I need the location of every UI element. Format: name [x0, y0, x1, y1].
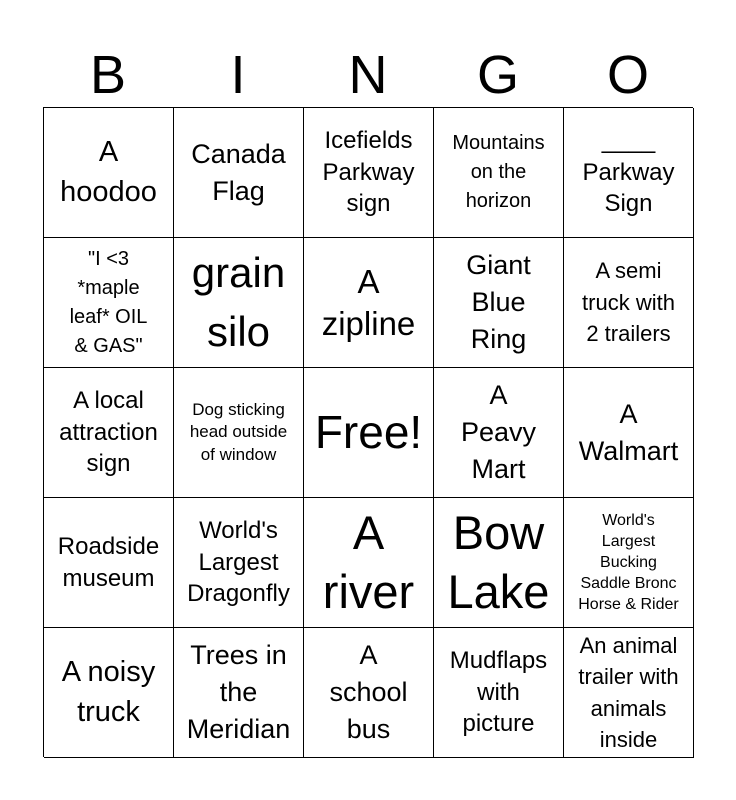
cell-text: A semi truck with 2 trailers	[582, 258, 675, 347]
bingo-cell[interactable]	[564, 628, 694, 758]
header-letter-g: G	[476, 45, 519, 105]
free-space-text: Free!	[314, 405, 423, 458]
bingo-cell[interactable]	[434, 498, 564, 628]
header-letter-i: I	[230, 45, 246, 105]
bingo-cell[interactable]	[304, 628, 434, 758]
bingo-cell[interactable]	[434, 368, 564, 498]
cell-text: Mudflaps with picture	[449, 646, 548, 738]
cell-text: Trees in the Meridian	[186, 640, 291, 744]
cell-text: Giant Blue Ring	[466, 250, 531, 354]
cell-text: World's Largest Dragonfly	[187, 516, 290, 608]
cell-text: Canada Flag	[191, 138, 286, 206]
cell-text: World's Largest Bucking Saddle Bronc Horse & Rider	[578, 511, 679, 614]
cell-text: grain silo	[191, 248, 286, 355]
bingo-cell[interactable]	[174, 498, 304, 628]
bingo-cell[interactable]	[304, 108, 434, 238]
bingo-cell[interactable]	[44, 238, 174, 368]
cell-text: A Peavy Mart	[460, 380, 537, 484]
bingo-cell[interactable]	[564, 238, 694, 368]
cell-text: Dog sticking head outside of window	[189, 400, 288, 464]
header-letter-o: O	[606, 45, 649, 105]
cell-text: A school bus	[329, 640, 408, 744]
bingo-cell[interactable]	[174, 628, 304, 758]
bingo-cell[interactable]	[564, 498, 694, 628]
bingo-cell[interactable]	[44, 498, 174, 628]
free-space[interactable]	[304, 368, 434, 498]
bingo-cell[interactable]	[434, 108, 564, 238]
cell-text: A local attraction sign	[59, 386, 158, 478]
bingo-cell[interactable]	[434, 628, 564, 758]
header-letter-n: N	[348, 45, 388, 105]
bingo-cell[interactable]	[304, 238, 434, 368]
cell-text: A Walmart	[578, 398, 679, 466]
bingo-cell[interactable]	[304, 498, 434, 628]
bingo-cell[interactable]	[44, 108, 174, 238]
bingo-header	[43, 42, 693, 108]
cell-text: An animal trailer with animals inside	[578, 632, 679, 752]
cell-text: Roadside museum	[57, 532, 160, 592]
bingo-cell[interactable]	[44, 368, 174, 498]
cell-text: A hoodoo	[60, 136, 157, 208]
cell-text: Icefields Parkway sign	[322, 126, 415, 218]
bingo-cell[interactable]	[174, 108, 304, 238]
cell-text: A zipline	[321, 263, 416, 342]
bingo-cell[interactable]	[174, 238, 304, 368]
cell-text: A river	[322, 506, 415, 618]
bingo-cell[interactable]	[174, 368, 304, 498]
cell-text: Bow Lake	[447, 506, 550, 618]
bingo-cell[interactable]	[44, 628, 174, 758]
bingo-cell[interactable]	[564, 368, 694, 498]
cell-text: A noisy truck	[61, 656, 156, 728]
cell-text: "I <3 *maple leaf* OIL & GAS"	[69, 247, 148, 357]
cell-text: Mountains on the horizon	[452, 132, 545, 212]
bingo-board	[43, 107, 693, 757]
cell-text: ____ Parkway Sign	[582, 126, 675, 218]
bingo-cell[interactable]	[564, 108, 694, 238]
bingo-cell[interactable]	[434, 238, 564, 368]
header-letter-b: B	[89, 45, 127, 105]
